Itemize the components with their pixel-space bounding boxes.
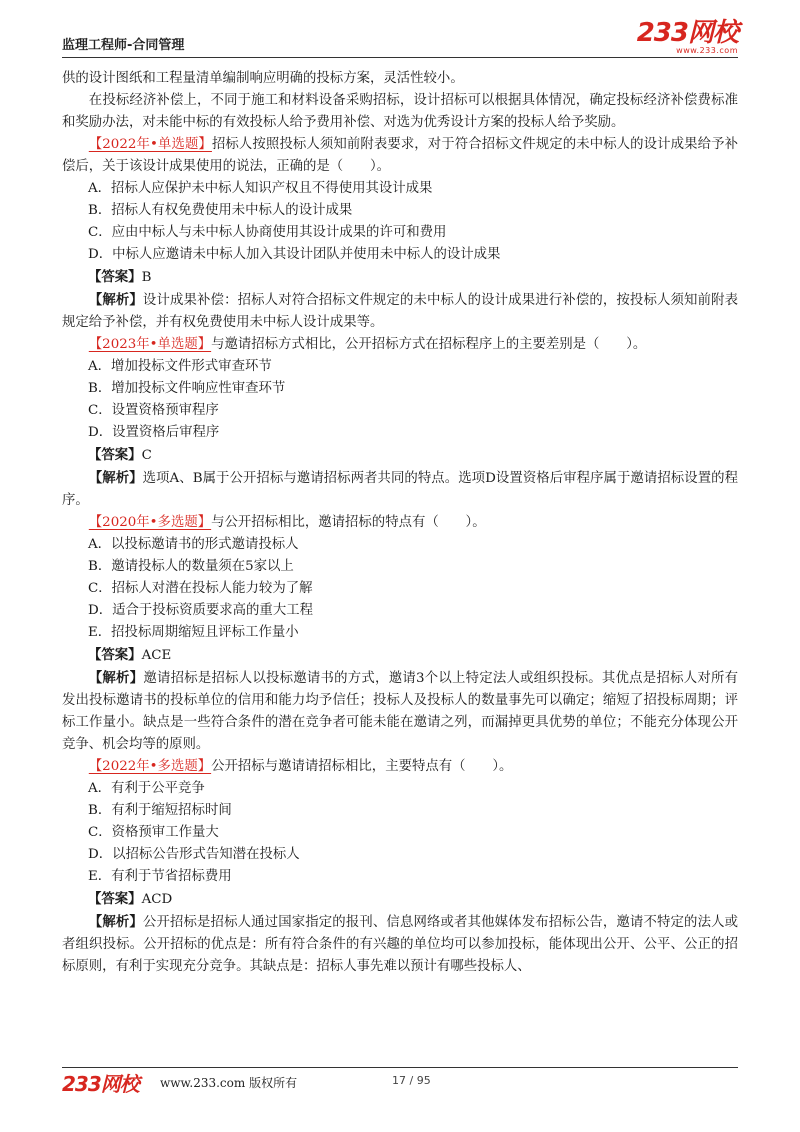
analysis-label: 【解析】 <box>88 292 143 308</box>
footer-divider <box>62 1067 738 1068</box>
question-stem-line <box>62 512 738 534</box>
option-d: D．中标人应邀请未中标人加入其设计团队并使用未中标人的设计成果 <box>88 247 501 262</box>
question-label: 【2020年•多选题】 <box>88 515 212 530</box>
question-stem-line <box>62 334 738 356</box>
question-stem: 与公开招标相比，邀请招标的特点有（ ）。 <box>211 515 486 530</box>
answer-label: 【答案】 <box>88 447 142 463</box>
footer-logo: 233网校 <box>62 1072 139 1096</box>
option-a: A．以投标邀请书的形式邀请投标人 <box>88 537 299 552</box>
page-header <box>62 20 738 58</box>
option-b: B．有利于缩短招标时间 <box>88 803 232 818</box>
question-label: 【2022年•多选题】 <box>88 759 212 774</box>
option-d: D．适合于投标资质要求高的重大工程 <box>88 603 313 618</box>
intro-paragraph-1: 供的设计图纸和工程量清单编制响应明确的投标方案，灵活性较小。 <box>62 71 464 86</box>
question-label: 【2023年•单选题】 <box>88 337 212 352</box>
question-stem: 与邀请招标方式相比，公开招标方式在招标程序上的主要差别是（ ）。 <box>211 337 647 352</box>
question-stem-line <box>62 756 738 778</box>
copyright-text: www.233.com 版权所有 <box>160 1076 298 1090</box>
option-c: C．设置资格预审程序 <box>88 403 219 418</box>
answer-label: 【答案】 <box>88 647 142 663</box>
analysis-text: 邀请招标是招标人以投标邀请书的方式，邀请3个以上特定法人或组织投标。其优点是招标人对所有发出投标邀请书的投标单位的信用和能力均予信任；投标人及投标人的数量事先可以确定；缩短了招投标周期；评标工作量小。缺点是一些符合条件的潜在竞争者可能未能在邀请之列，而漏掉更具优势的单位；不能充分体现公开竞争、机会均等的原则。 <box>62 671 738 752</box>
question-label: 【2022年•单选题】 <box>88 137 212 152</box>
brand-logo <box>637 20 738 55</box>
logo-url: www.233.com <box>676 46 738 55</box>
option-b: B．邀请投标人的数量须在5家以上 <box>88 559 294 574</box>
option-d: D．设置资格后审程序 <box>88 425 220 440</box>
intro-paragraph-2: 在投标经济补偿上，不同于施工和材料设备采购招标，设计招标可以根据具体情况，确定投标经济补偿费标准和奖励办法，对未能中标的有效投标人给予费用补偿、对选为优秀设计方案的投标人给予奖励。 <box>62 93 738 130</box>
analysis-label: 【解析】 <box>88 914 143 930</box>
page-number: 17 / 95 <box>392 1074 431 1087</box>
answer-label: 【答案】 <box>88 269 142 285</box>
option-c: C．资格预审工作量大 <box>88 825 219 840</box>
analysis-label: 【解析】 <box>88 670 144 686</box>
analysis-text: 设计成果补偿：招标人对符合招标文件规定的未中标人的设计成果进行补偿的，按投标人须知前附表规定给予补偿，并有权免费使用未中标人设计成果等。 <box>62 293 739 330</box>
analysis-paragraph <box>62 911 738 978</box>
question-block <box>62 756 738 978</box>
answer-value: B <box>141 270 152 285</box>
question-stem: 公开招标与邀请请招标相比，主要特点有（ ）。 <box>211 759 513 774</box>
option-d: D．以招标公告形式告知潜在投标人 <box>88 847 300 862</box>
answer-line <box>62 888 738 911</box>
analysis-paragraph <box>62 467 738 512</box>
question-stem-line <box>62 134 738 178</box>
option-b: B．增加投标文件响应性审查环节 <box>88 381 286 396</box>
question-stem: 招标人按照投标人须知前附表要求，对于符合招标文件规定的未中标人的设计成果给予补偿后，关于该设计成果使用的说法，正确的是（ ）。 <box>62 137 739 174</box>
option-a: A．有利于公平竞争 <box>88 781 205 796</box>
analysis-paragraph <box>62 289 738 334</box>
question-block <box>62 334 738 512</box>
answer-label: 【答案】 <box>88 891 142 907</box>
header-divider <box>62 57 738 58</box>
answer-line <box>62 644 738 667</box>
option-e: E．招投标周期缩短且评标工作量小 <box>88 625 299 640</box>
option-e: E．有利于节省招标费用 <box>88 869 232 884</box>
analysis-text: 公开招标是招标人通过国家指定的报刊、信息网络或者其他媒体发布招标公告，邀请不特定的法人或者组织投标。公开招标的优点是：所有符合条件的有兴趣的单位均可以参加投标，能体现出公开、公平、公正的招标原则，有利于实现充分竞争。其缺点是：招标人事先难以预计有哪些投标人、 <box>62 915 739 974</box>
answer-value: C <box>141 448 152 463</box>
option-c: C．应由中标人与未中标人协商使用其设计成果的许可和费用 <box>88 225 447 240</box>
option-b: B．招标人有权免费使用未中标人的设计成果 <box>88 203 353 218</box>
answer-value: ACD <box>141 892 173 907</box>
answer-line <box>62 444 738 467</box>
logo-text: 233网校 <box>636 18 738 48</box>
option-a: A．招标人应保护未中标人知识产权且不得使用其设计成果 <box>88 181 433 196</box>
analysis-label: 【解析】 <box>88 470 143 486</box>
document-title: 监理工程师-合同管理 <box>62 38 185 53</box>
analysis-text: 选项A、B属于公开招标与邀请招标两者共同的特点。选项D设置资格后审程序属于邀请招标设置的程序。 <box>62 471 738 508</box>
question-block <box>62 512 738 756</box>
answer-line <box>62 266 738 289</box>
page-content <box>62 68 738 978</box>
option-c: C．招标人对潜在投标人能力较为了解 <box>88 581 313 596</box>
answer-value: ACE <box>141 648 172 663</box>
question-block <box>62 134 738 334</box>
analysis-paragraph <box>62 667 738 756</box>
option-a: A．增加投标文件形式审查环节 <box>88 359 272 374</box>
page-footer <box>62 1062 738 1096</box>
